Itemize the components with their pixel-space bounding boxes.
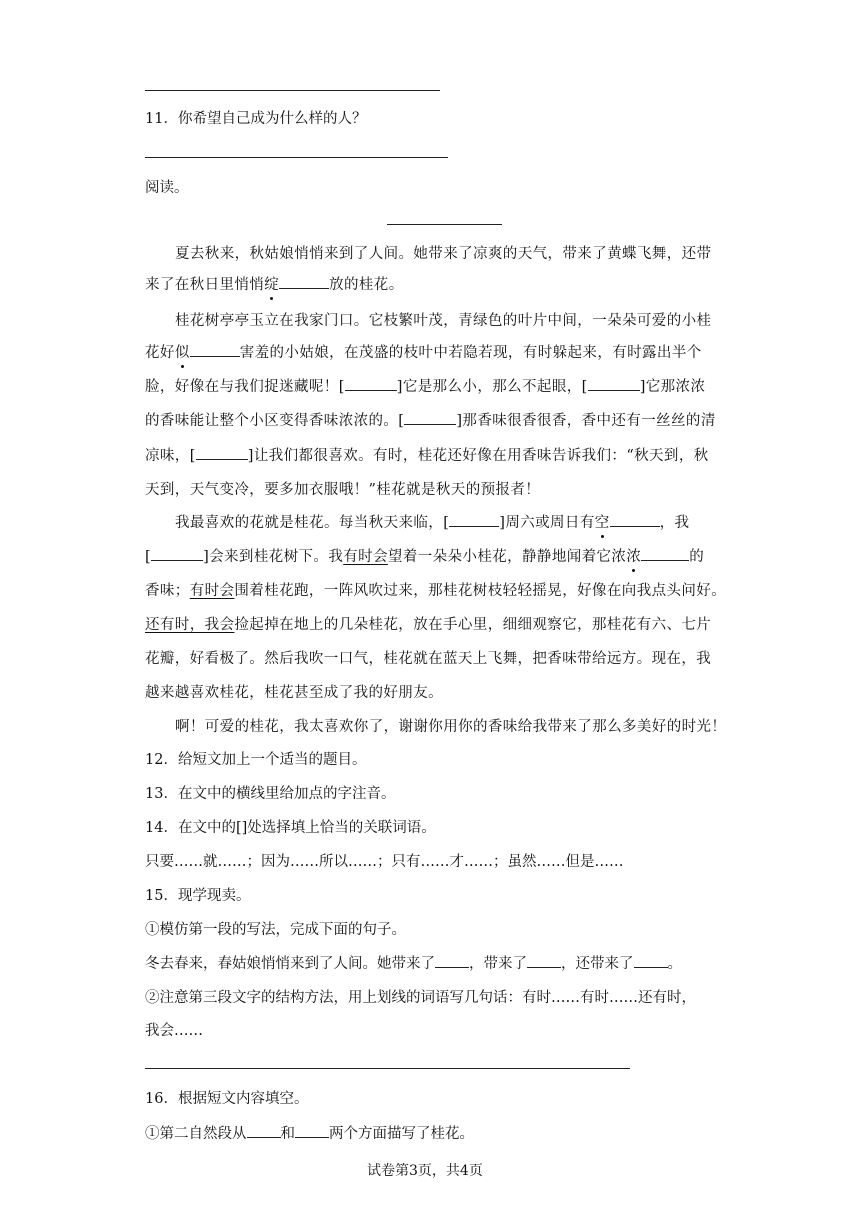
text: 冬去春来，春姑娘悄悄来到了人间。她带来了 <box>145 956 435 972</box>
text: 凉味，[ <box>145 448 196 464</box>
dotted-char: 似 <box>175 341 190 362</box>
passage-line: 花瓣，好看极了。然后我吹一口气，桂花就在蓝天上飞舞，把香味带给远方。现在，我 <box>145 651 712 667</box>
title-blank[interactable] <box>387 224 502 225</box>
text: ]那香味很香很香，香中还有一丝丝的清 <box>456 413 716 429</box>
question-11: 11．你希望自己成为什么样的人？ <box>145 111 367 127</box>
pinyin-blank[interactable] <box>279 274 329 289</box>
fill-blank[interactable] <box>295 1123 329 1138</box>
passage-line: 桂花树亭亭玉立在我家门口。它枝繁叶茂，青绿色的叶片中间，一朵朵可爱的小桂 <box>175 313 712 329</box>
text: 。 <box>667 956 682 972</box>
text: 花好 <box>145 345 175 361</box>
passage-line <box>145 409 716 430</box>
underlined-phrase: 还有时，我会 <box>145 617 235 633</box>
page-footer: 试卷第3页，共4页 <box>367 1163 483 1179</box>
passage-line: 越来越喜欢桂花，桂花甚至成了我的好朋友。 <box>145 685 443 701</box>
conjunction-blank[interactable] <box>588 376 640 391</box>
question-15-2: ②注意第三段文字的结构方法，用上划线的词语写几句话：有时……有时……还有时， <box>145 990 696 1006</box>
passage-line <box>145 341 702 362</box>
question-12: 12．给短文加上一个适当的题目。 <box>145 752 367 768</box>
fill-blank[interactable] <box>435 953 469 968</box>
passage-line: 夏去秋来，秋姑娘悄悄来到了人间。她带来了凉爽的天气，带来了黄蝶飞舞，还带 <box>175 246 712 262</box>
conjunction-blank[interactable] <box>345 376 397 391</box>
question-15-1: ①模仿第一段的写法，完成下面的句子。 <box>145 922 406 938</box>
underlined-phrase: 有时会 <box>343 549 388 565</box>
passage-line <box>145 613 711 634</box>
reading-label: 阅读。 <box>145 180 189 196</box>
passage-line <box>145 273 404 294</box>
fill-blank[interactable] <box>247 1123 281 1138</box>
answer-line[interactable] <box>145 90 440 91</box>
question-16: 16．根据短文内容填空。 <box>145 1091 309 1107</box>
text: ]会来到桂花树下。我 <box>203 549 344 565</box>
passage-line <box>145 375 705 396</box>
conjunction-blank[interactable] <box>449 512 499 527</box>
text: ，还带来了 <box>561 956 634 972</box>
passage-line <box>145 579 726 600</box>
text: 和 <box>280 1126 295 1142</box>
text: 害羞的小姑娘，在茂盛的枝叶中若隐若现，有时躲起来，有时露出半个 <box>239 345 702 361</box>
passage-line <box>145 545 704 566</box>
answer-line[interactable] <box>145 157 448 158</box>
text: 的香味能让整个小区变得香味浓浓的。[ <box>145 413 405 429</box>
pinyin-blank[interactable] <box>610 512 660 527</box>
question-15-2-cont: 我会…… <box>145 1023 203 1039</box>
fill-blank[interactable] <box>527 953 561 968</box>
passage-line: 啊！可爱的桂花，我太喜欢你了，谢谢你用你的香味给我带来了那么多美好的时光！ <box>175 719 727 735</box>
question-14: 14．在文中的[]处选择填上恰当的关联词语。 <box>145 820 436 836</box>
text: ，带来了 <box>469 956 527 972</box>
passage-line <box>175 511 689 532</box>
text: 放的桂花。 <box>329 277 404 293</box>
text: ]它那浓浓 <box>639 379 706 395</box>
text: ，我 <box>659 515 690 531</box>
text: ]它是那么小，那么不起眼，[ <box>396 379 588 395</box>
question-14-options: 只要……就……；因为……所以……；只有……才……；虽然……但是…… <box>145 854 624 870</box>
text: 望着一朵朵小桂花，静静地闻着它浓 <box>387 549 627 565</box>
underlined-phrase: 有时会 <box>189 583 235 599</box>
passage-line <box>145 444 709 465</box>
answer-line[interactable] <box>145 1068 630 1069</box>
text: 我最喜欢的花就是桂花。每当秋天来临，[ <box>175 515 450 531</box>
text: 捡起掉在地上的几朵桂花，放在手心里，细细观察它，那桂花有六、七片 <box>234 617 712 633</box>
question-15-1-sentence <box>145 952 682 973</box>
text: ①第二自然段从 <box>145 1126 247 1142</box>
text: 围着桂花跑，一阵风吹过来，那桂花树枝轻轻摇晃，好像在向我点头问好。 <box>234 583 727 599</box>
conjunction-blank[interactable] <box>151 546 203 561</box>
text: 脸，好像在与我们捉迷藏呢！[ <box>145 379 345 395</box>
dotted-char: 浓 <box>626 545 641 566</box>
text: ]周六或周日有 <box>499 515 595 531</box>
text: 来了在秋日里悄悄 <box>145 277 265 293</box>
question-15: 15．现学现卖。 <box>145 888 251 904</box>
pinyin-blank[interactable] <box>190 342 240 357</box>
text: ]让我们都很喜欢。有时，桂花还好像在用香味告诉我们：“秋天到，秋 <box>247 448 709 464</box>
fill-blank[interactable] <box>634 953 668 968</box>
question-13: 13．在文中的横线里给加点的字注音。 <box>145 786 396 802</box>
dotted-char: 绽 <box>264 273 279 294</box>
pinyin-blank[interactable] <box>641 546 689 561</box>
text: 香味； <box>145 583 190 599</box>
text: 两个方面描写了桂花。 <box>329 1126 474 1142</box>
passage-line: 天到，天气变冷，要多加衣服哦！”桂花就是秋天的预报者！ <box>145 482 541 498</box>
conjunction-blank[interactable] <box>196 445 248 460</box>
conjunction-blank[interactable] <box>404 410 456 425</box>
text: 的 <box>689 549 705 565</box>
question-16-1 <box>145 1122 474 1143</box>
text: [ <box>145 549 152 565</box>
dotted-char: 空 <box>595 511 610 532</box>
